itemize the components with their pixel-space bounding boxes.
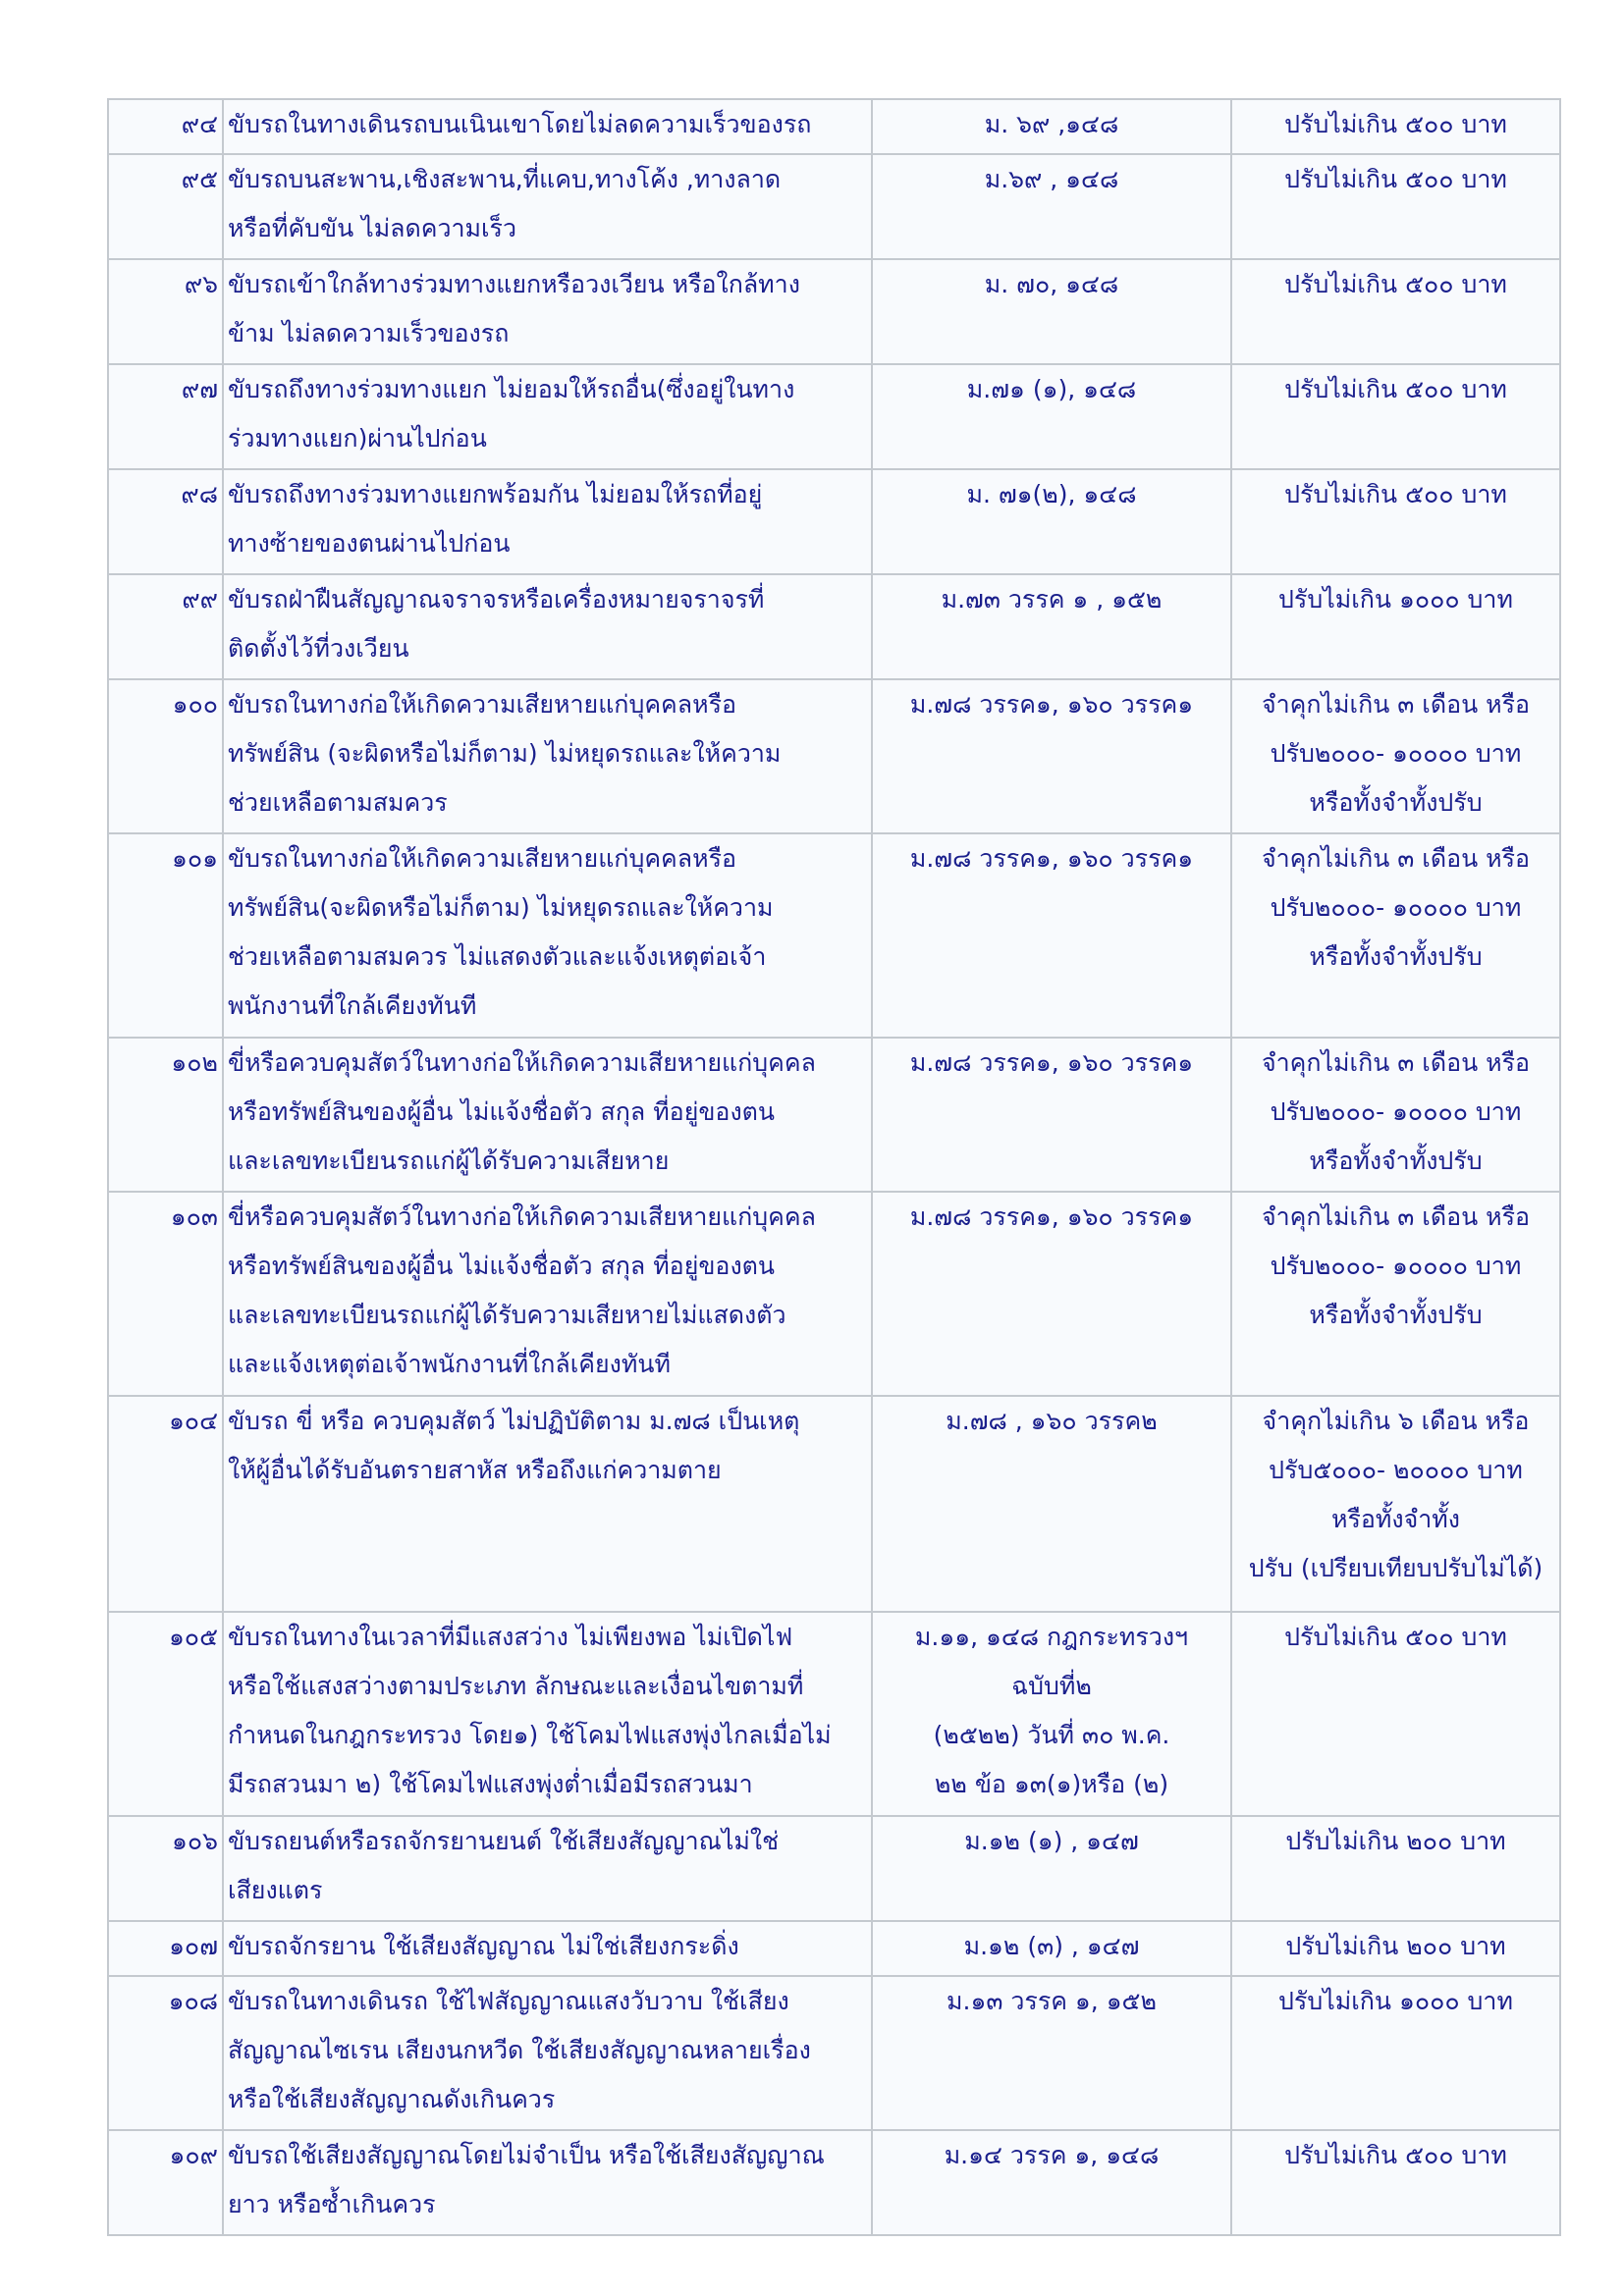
penalty: จำคุกไม่เกิน ๓ เดือน หรือ ปรับ๒๐๐๐- ๑๐๐๐๐ บาท หรือทั้งจำทั้งปรับ [1231,1192,1560,1396]
penalty: จำคุกไม่เกิน ๓ เดือน หรือ ปรับ๒๐๐๐- ๑๐๐๐๐ บาท หรือทั้งจำทั้งปรับ [1231,833,1560,1038]
table-row [108,1038,1560,1192]
law-section: ม.๗๘ วรรค๑, ๑๖๐ วรรค๑ [872,833,1231,1038]
row-number: ๑๐๖ [108,1816,223,1921]
table-row [108,99,1560,154]
table-row [108,1192,1560,1396]
offense-description: ขี่หรือควบคุมสัตว์ในทางก่อให้เกิดความเสียหายแก่บุคคล หรือทรัพย์สินของผู้อื่น ไม่แจ้งชื่อตัว สกุล ที่อยู่ของตน และเลขทะเบียนรถแก่ผู้ได้รับความเสียหาย [223,1038,872,1192]
row-number: ๑๐๓ [108,1192,223,1396]
law-section: ม.๑๓ วรรค ๑, ๑๕๒ [872,1976,1231,2130]
traffic-offense-table [107,98,1561,2236]
offense-description: ขับรถ ขี่ หรือ ควบคุมสัตว์ ไม่ปฏิบัติตาม ม.๗๘ เป็นเหตุ ให้ผู้อื่นได้รับอันตรายสาหัส หรือถึงแก่ความตาย [223,1396,872,1612]
penalty: ปรับไม่เกิน ๑๐๐๐ บาท [1231,1976,1560,2130]
row-number: ๙๕ [108,154,223,259]
table-row [108,574,1560,679]
row-number: ๙๖ [108,259,223,364]
row-number: ๙๘ [108,469,223,574]
row-number: ๑๐๘ [108,1976,223,2130]
row-number: ๙๔ [108,99,223,154]
row-number: ๑๐๙ [108,2130,223,2235]
row-number: ๙๗ [108,364,223,469]
row-number: ๑๐๒ [108,1038,223,1192]
penalty: จำคุกไม่เกิน ๓ เดือน หรือ ปรับ๒๐๐๐- ๑๐๐๐๐ บาท หรือทั้งจำทั้งปรับ [1231,1038,1560,1192]
law-section: ม. ๗๑(๒), ๑๔๘ [872,469,1231,574]
offense-description: ขับรถในทางเดินรถบนเนินเขาโดยไม่ลดความเร็วของรถ [223,99,872,154]
law-section: ม.๑๒ (๓) , ๑๔๗ [872,1921,1231,1976]
offense-description: ขับรถยนต์หรือรถจักรยานยนต์ ใช้เสียงสัญญาณไม่ใช่ เสียงแตร [223,1816,872,1921]
offense-description: ขับรถเข้าใกล้ทางร่วมทางแยกหรือวงเวียน หรือใกล้ทาง ข้าม ไม่ลดความเร็วของรถ [223,259,872,364]
table-row [108,2130,1560,2235]
row-number: ๑๐๕ [108,1612,223,1816]
table-row [108,1816,1560,1921]
table-row [108,1612,1560,1816]
penalty: ปรับไม่เกิน ๕๐๐ บาท [1231,2130,1560,2235]
law-section: ม. ๗๐, ๑๔๘ [872,259,1231,364]
law-section: ม.๗๘ วรรค๑, ๑๖๐ วรรค๑ [872,1038,1231,1192]
offense-description: ขับรถถึงทางร่วมทางแยก ไม่ยอมให้รถอื่น(ซึ่งอยู่ในทาง ร่วมทางแยก)ผ่านไปก่อน [223,364,872,469]
law-section: ม.๑๑, ๑๔๘ กฎกระทรวงฯ ฉบับที่๒ (๒๕๒๒) วันที่ ๓๐ พ.ค. ๒๒ ข้อ ๑๓(๑)หรือ (๒) [872,1612,1231,1816]
row-number: ๑๐๐ [108,679,223,833]
offense-description: ขับรถจักรยาน ใช้เสียงสัญญาณ ไม่ใช่เสียงกระดิ่ง [223,1921,872,1976]
law-section: ม.๗๓ วรรค ๑ , ๑๕๒ [872,574,1231,679]
offense-description: ขับรถบนสะพาน,เชิงสะพาน,ที่แคบ,ทางโค้ง ,ทางลาด หรือที่คับขัน ไม่ลดความเร็ว [223,154,872,259]
offense-description: ขับรถในทางก่อให้เกิดความเสียหายแก่บุคคลหรือ ทรัพย์สิน(จะผิดหรือไม่ก็ตาม) ไม่หยุดรถและให้ความ ช่วยเหลือตามสมควร ไม่แสดงตัวและแจ้งเหตุต่อเจ้า พนักงานที่ใกล้เคียงทันที [223,833,872,1038]
law-section: ม.๑๒ (๑) , ๑๔๗ [872,1816,1231,1921]
penalty: ปรับไม่เกิน ๕๐๐ บาท [1231,259,1560,364]
penalty: จำคุกไม่เกิน ๖ เดือน หรือ ปรับ๕๐๐๐- ๒๐๐๐๐ บาท หรือทั้งจำทั้ง ปรับ (เปรียบเทียบปรับไม่ได้) [1231,1396,1560,1612]
penalty: ปรับไม่เกิน ๒๐๐ บาท [1231,1816,1560,1921]
table-row [108,259,1560,364]
row-number: ๑๐๔ [108,1396,223,1612]
table-row [108,1921,1560,1976]
offense-description: ขับรถในทางในเวลาที่มีแสงสว่าง ไม่เพียงพอ ไม่เปิดไฟ หรือใช้แสงสว่างตามประเภท ลักษณะและเงื่อนไขตามที่ กำหนดในกฎกระทรวง โดย๑) ใช้โคมไฟแสงพุ่งไกลเมื่อไม่ มีรถสวนมา ๒) ใช้โคมไฟแสงพุ่งต่ำเมื่อมีรถสวนมา [223,1612,872,1816]
table-row [108,364,1560,469]
table-row [108,833,1560,1038]
table-row [108,679,1560,833]
penalty: ปรับไม่เกิน ๑๐๐๐ บาท [1231,574,1560,679]
law-section: ม.๗๘ วรรค๑, ๑๖๐ วรรค๑ [872,1192,1231,1396]
law-section: ม.๗๑ (๑), ๑๔๘ [872,364,1231,469]
penalty: ปรับไม่เกิน ๕๐๐ บาท [1231,1612,1560,1816]
offense-description: ขับรถถึงทางร่วมทางแยกพร้อมกัน ไม่ยอมให้รถที่อยู่ ทางซ้ายของตนผ่านไปก่อน [223,469,872,574]
law-section: ม. ๖๙ ,๑๔๘ [872,99,1231,154]
law-section: ม.๗๘ วรรค๑, ๑๖๐ วรรค๑ [872,679,1231,833]
row-number: ๑๐๑ [108,833,223,1038]
table-row [108,1976,1560,2130]
table-row [108,1396,1560,1612]
penalty: ปรับไม่เกิน ๒๐๐ บาท [1231,1921,1560,1976]
table-body [108,99,1560,2235]
offense-description: ขับรถในทางเดินรถ ใช้ไฟสัญญาณแสงวับวาบ ใช้เสียง สัญญาณไซเรน เสียงนกหวีด ใช้เสียงสัญญาณหลายเรื่อง หรือใช้เสียงสัญญาณดังเกินควร [223,1976,872,2130]
table-row [108,469,1560,574]
offense-description: ขับรถฝ่าฝืนสัญญาณจราจรหรือเครื่องหมายจราจรที่ ติดตั้งไว้ที่วงเวียน [223,574,872,679]
row-number: ๑๐๗ [108,1921,223,1976]
table-row [108,154,1560,259]
penalty: ปรับไม่เกิน ๕๐๐ บาท [1231,364,1560,469]
penalty: ปรับไม่เกิน ๕๐๐ บาท [1231,99,1560,154]
offense-description: ขี่หรือควบคุมสัตว์ในทางก่อให้เกิดความเสียหายแก่บุคคล หรือทรัพย์สินของผู้อื่น ไม่แจ้งชื่อตัว สกุล ที่อยู่ของตน และเลขทะเบียนรถแก่ผู้ได้รับความเสียหายไม่แสดงตัว และแจ้งเหตุต่อเจ้าพนักงานที่ใกล้เคียงทันที [223,1192,872,1396]
law-section: ม.๖๙ , ๑๔๘ [872,154,1231,259]
law-section: ม.๑๔ วรรค ๑, ๑๔๘ [872,2130,1231,2235]
offense-description: ขับรถใช้เสียงสัญญาณโดยไม่จำเป็น หรือใช้เสียงสัญญาณ ยาว หรือซ้ำเกินควร [223,2130,872,2235]
row-number: ๙๙ [108,574,223,679]
penalty: ปรับไม่เกิน ๕๐๐ บาท [1231,469,1560,574]
penalty: จำคุกไม่เกิน ๓ เดือน หรือ ปรับ๒๐๐๐- ๑๐๐๐๐ บาท หรือทั้งจำทั้งปรับ [1231,679,1560,833]
penalty: ปรับไม่เกิน ๕๐๐ บาท [1231,154,1560,259]
offense-description: ขับรถในทางก่อให้เกิดความเสียหายแก่บุคคลหรือ ทรัพย์สิน (จะผิดหรือไม่ก็ตาม) ไม่หยุดรถและให้ความ ช่วยเหลือตามสมควร [223,679,872,833]
law-section: ม.๗๘ , ๑๖๐ วรรค๒ [872,1396,1231,1612]
